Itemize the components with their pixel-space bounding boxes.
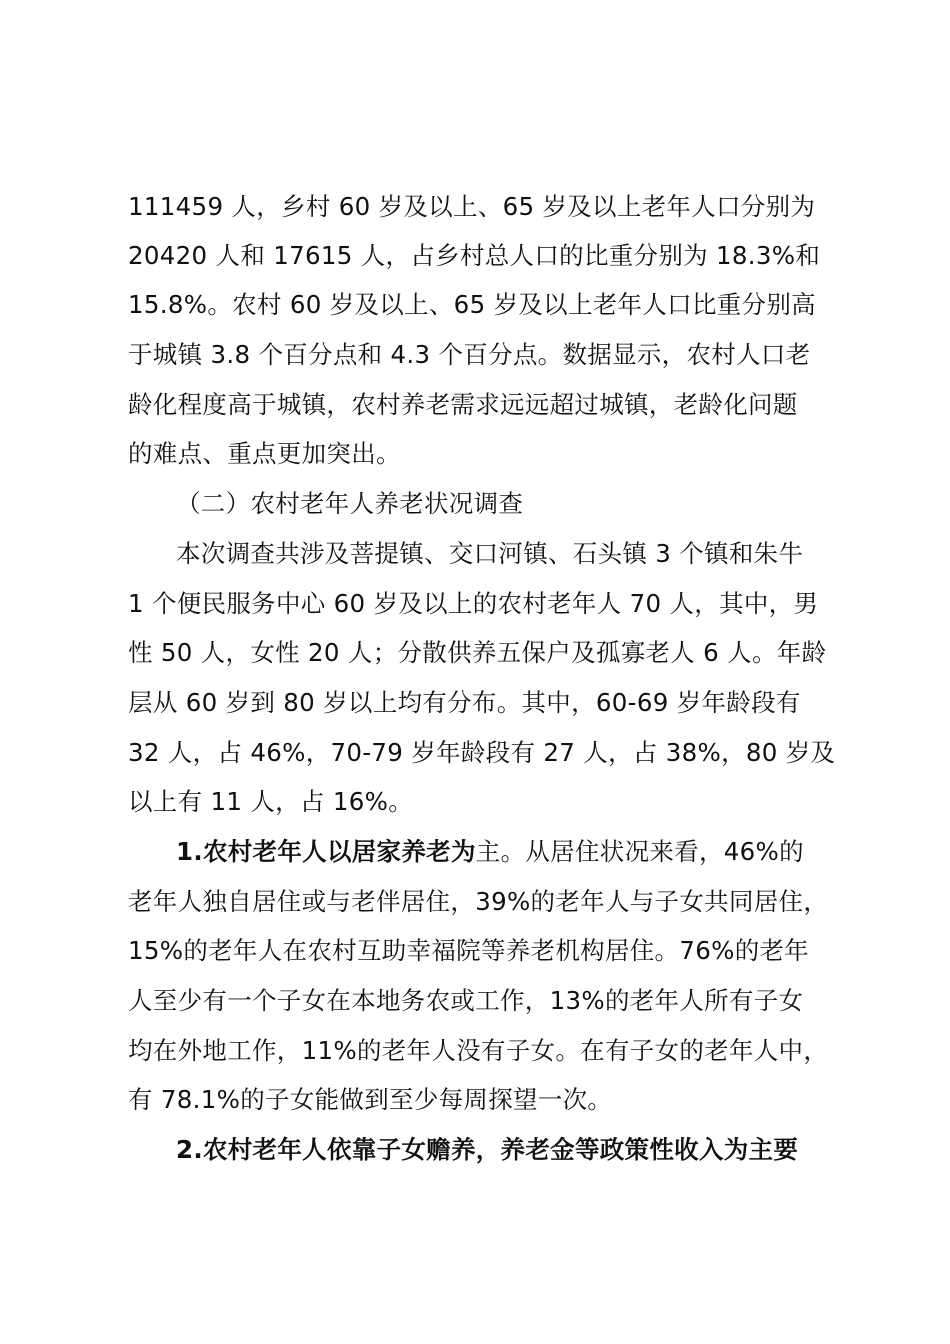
body-text-line: 的难点、重点更加突出。 <box>128 439 401 468</box>
body-text-line: 20420 人和 17615 人，占乡村总人口的比重分别为 18.3%和 <box>128 241 821 270</box>
body-text-line: 32 人，占 46%，70-79 岁年龄段有 27 人，占 38%，80 岁及 <box>128 738 836 767</box>
body-text-line: 111459 人，乡村 60 岁及以上、65 岁及以上老年人口分别为 <box>128 192 816 221</box>
subheading-bold: 1.农村老年人以居家养老为 <box>176 837 476 866</box>
body-text-run: 的 <box>779 837 804 866</box>
body-text-run: 主。从居住状况来看，46% <box>475 837 780 866</box>
body-text-line: 龄化程度高于城镇，农村养老需求远远超过城镇，老龄化问题 <box>128 390 798 419</box>
body-text-line: 1 个便民服务中心 60 岁及以上的农村老年人 70 人，其中，男 <box>128 589 819 618</box>
body-text-line: 层从 60 岁到 80 岁以上均有分布。其中，60-69 岁年龄段有 <box>128 688 801 717</box>
subheading-bold: 2.农村老年人依靠子女赡养，养老金等政策性收入为主要 <box>176 1135 799 1164</box>
body-text-line: 人至少有一个子女在本地务农或工作，13%的老年人所有子女 <box>128 986 804 1015</box>
body-text-line: 于城镇 3.8 个百分点和 4.3 个百分点。数据显示，农村人口老 <box>128 340 811 369</box>
paragraph-first-line <box>176 836 804 868</box>
paragraph-first-line: 本次调查共涉及菩提镇、交口河镇、石头镇 3 个镇和朱牛 <box>176 539 804 568</box>
body-text-line: 15.8%。农村 60 岁及以上、65 岁及以上老年人口比重分别高 <box>128 290 816 319</box>
body-text-line: 性 50 人，女性 20 人；分散供养五保户及孤寡老人 6 人。年龄 <box>128 638 827 667</box>
body-text-line: 老年人独自居住或与老伴居住，39%的老年人与子女共同居住， <box>128 887 829 916</box>
body-text-line: 以上有 11 人，占 16%。 <box>128 787 413 816</box>
body-text-line: 15%的老年人在农村互助幸福院等养老机构居住。76%的老年 <box>128 936 810 965</box>
body-text-line: 均在外地工作，11%的老年人没有子女。在有子女的老年人中， <box>128 1036 829 1065</box>
body-text-line: 有 78.1%的子女能做到至少每周探望一次。 <box>128 1085 613 1114</box>
section-heading: （二）农村老年人养老状况调查 <box>176 489 524 518</box>
